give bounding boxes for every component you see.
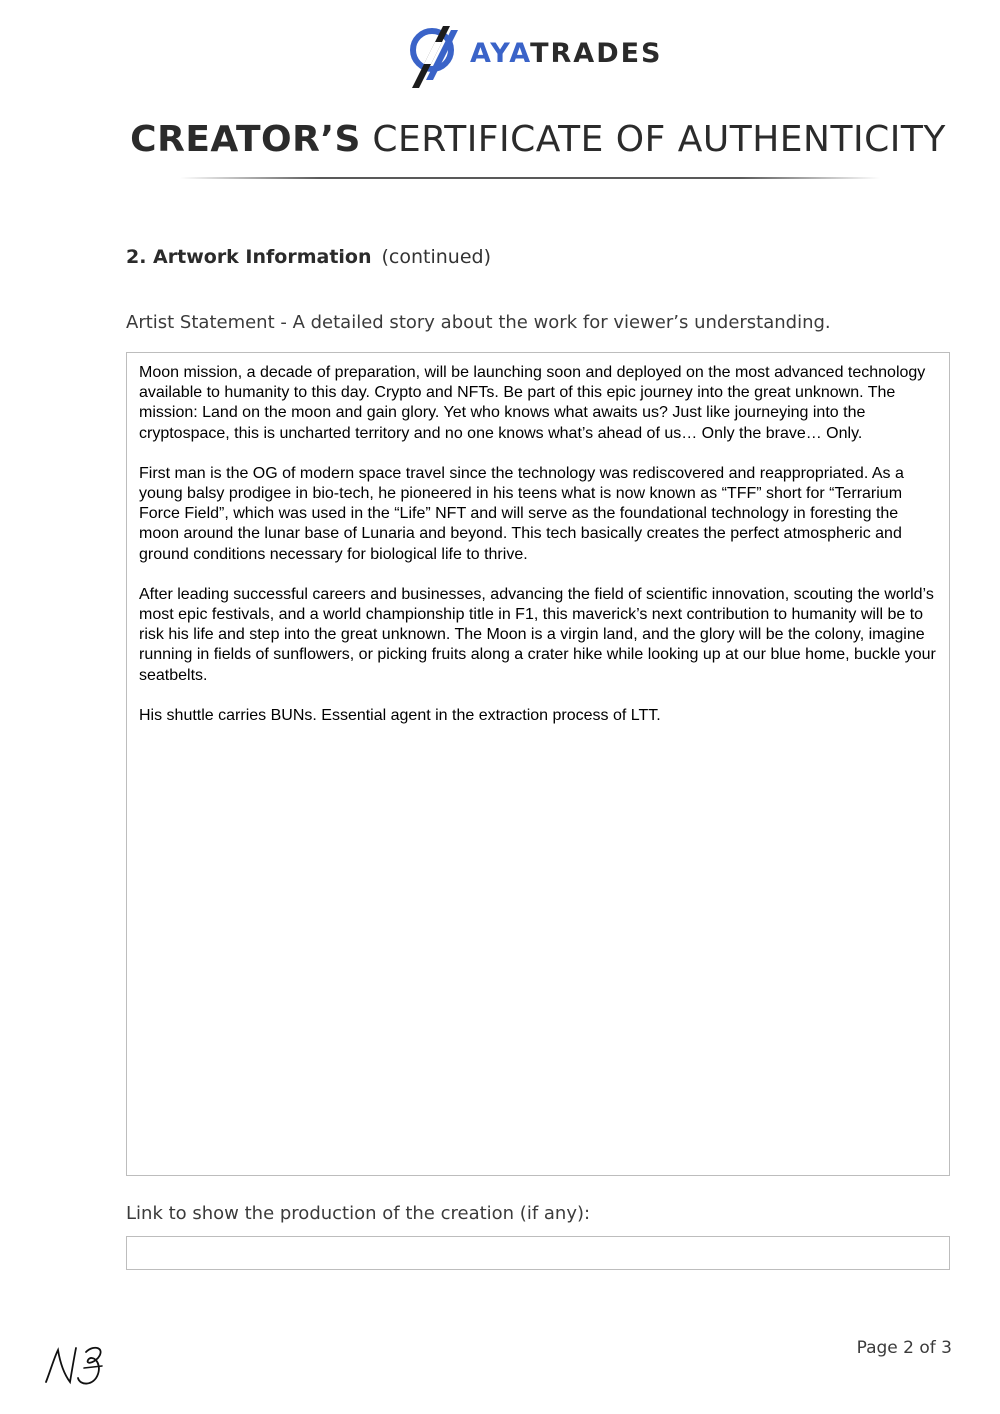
- ayatrades-logo-icon: [404, 22, 464, 90]
- statement-paragraph: First man is the OG of modern space travel since the technology was rediscovered and reappropriated. As a young balsy prodigee in bio-tech, he pioneered in his teens what is now known as “TFF” short for “Terrarium Force Field”, which was used in the “Life” NFT and will serve as the foundational technology in foresting the moon around the lunar base of Lunaria and beyond. This tech basically creates the perfect atmospheric and ground conditions necessary for biological life to thrive.: [139, 464, 904, 563]
- production-link-field[interactable]: [126, 1236, 950, 1270]
- production-link-label: Link to show the production of the creation (if any):: [126, 1203, 591, 1224]
- statement-paragraph: Moon mission, a decade of preparation, will be launching soon and deployed on the most advanced technology available to humanity to this day. Crypto and NFTs. Be part of this epic journey into the great unknown. The mission: Land on the moon and gain glory. Yet who knows what awaits us? Just like journeying into the cryptospace, this is uncharted territory and no one knows what’s ahead of us… Only the brave… Only.: [139, 364, 926, 442]
- statement-paragraph: His shuttle carries BUNs. Essential agent in the extraction process of LTT.: [139, 706, 661, 724]
- ayatrades-logo: [404, 22, 674, 92]
- brand-name-aya: AYA: [470, 38, 531, 69]
- statement-paragraph: After leading successful careers and businesses, advancing the field of scientific innovation, scouting the world’s most epic festivals, and a world championship title in F1, this maverick’s next contribution to humanity will be to risk his life and step into the great unknown. The Moon is a virgin land, and the glory will be the colony, imagine running in fields of sunflowers, or picking fruits along a crater hike while looking up at our blue home, buckle your seatbelts.: [139, 585, 936, 684]
- certificate-title-light: CERTIFICATE OF AUTHENTICITY: [372, 119, 946, 160]
- brand-name-trades: TRADES: [530, 38, 663, 69]
- title-divider: [180, 177, 880, 179]
- certificate-title-bold: CREATOR’S: [130, 119, 361, 160]
- section-heading-note: (continued): [381, 246, 492, 268]
- brand-name: [470, 38, 663, 70]
- certificate-title: [0, 118, 1000, 162]
- signature-initials: [40, 1342, 110, 1390]
- section-heading-title: 2. Artwork Information: [126, 246, 372, 268]
- artist-statement-label: Artist Statement - A detailed story about the work for viewer’s understanding.: [126, 312, 831, 333]
- section-heading: [126, 244, 491, 270]
- artist-statement-field[interactable]: [126, 352, 950, 1176]
- page-number: Page 2 of 3: [856, 1338, 952, 1358]
